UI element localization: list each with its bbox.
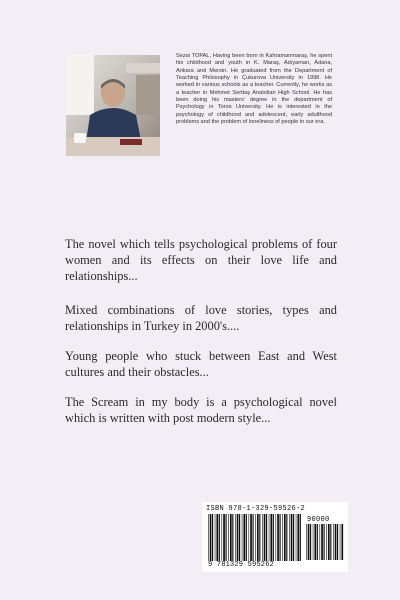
barcode-bar bbox=[310, 524, 311, 560]
isbn-barcode bbox=[202, 502, 348, 572]
barcode-bar bbox=[216, 514, 218, 561]
barcode-bar bbox=[215, 514, 216, 561]
barcode-bar bbox=[317, 524, 318, 560]
barcode-bar bbox=[276, 514, 277, 561]
barcode-bar bbox=[212, 514, 213, 561]
barcode-bar bbox=[289, 514, 290, 561]
barcode-bar bbox=[232, 514, 233, 561]
barcode-bar bbox=[210, 514, 212, 561]
barcode-bar bbox=[228, 514, 229, 561]
blurb-paragraph: The Scream in my body is a psychological novel which is written with post modern style... bbox=[65, 395, 337, 425]
barcode-bar bbox=[237, 514, 239, 561]
barcode-bar bbox=[320, 524, 321, 560]
blurb-paragraph: Young people who stuck between East and West cultures and their obstacles... bbox=[65, 349, 337, 379]
price-code: 90000 bbox=[307, 516, 330, 524]
barcode-bar bbox=[235, 514, 236, 561]
barcode-bar bbox=[246, 514, 247, 561]
barcode-bar bbox=[335, 524, 337, 560]
barcode-bar bbox=[300, 514, 301, 561]
barcode-bar bbox=[262, 514, 263, 561]
barcode-bar bbox=[337, 524, 338, 560]
author-bio: Sezai TOPAL, Having been born in Kahramanmaraş, he spent his childhood and youth in K. Maraş, Adıyaman, Adana, Ankara and Mersin. He graduated from the Department of Teaching Philosophy in Çukurova University in 1998. He worked in various schools as a teacher. Currently, he works as a teacher in Mehmet Serttaş Anatolian High School. He has been doing his masters' degree in the department of Psychology in Toros University. He is interested in the psychology of childhood and adolescent, early adulthood problems and the problem of loneliness of people in our era. bbox=[176, 53, 332, 126]
barcode-bar bbox=[269, 514, 270, 561]
barcode-bar bbox=[208, 514, 209, 561]
isbn-label: ISBN 978-1-329-59526-2 bbox=[206, 505, 306, 513]
barcode-bar bbox=[286, 514, 287, 561]
barcode-bar bbox=[321, 524, 323, 560]
barcode-bar bbox=[280, 514, 281, 561]
barcode-bar bbox=[253, 514, 254, 561]
ean-barcode-bars bbox=[208, 514, 302, 561]
barcode-bar bbox=[219, 514, 220, 561]
barcode-bar bbox=[255, 514, 256, 561]
blurb-paragraph: Mixed combinations of love stories, types and relationships in Turkey in 2000's.... bbox=[65, 303, 337, 333]
addon-barcode-bars bbox=[306, 524, 344, 560]
barcode-bar bbox=[314, 524, 316, 560]
barcode-bar bbox=[284, 514, 286, 561]
barcode-bar bbox=[264, 514, 266, 561]
barcode-bar bbox=[313, 524, 314, 560]
barcode-bar bbox=[293, 514, 294, 561]
barcode-bar bbox=[222, 514, 223, 561]
barcode-bar bbox=[277, 514, 279, 561]
barcode-bar bbox=[308, 524, 310, 560]
barcode-bar bbox=[259, 514, 260, 561]
barcode-bar bbox=[282, 514, 283, 561]
blurb-paragraph: The novel which tells psychological problems of four women and its effects on their love life and relationships... bbox=[65, 237, 337, 283]
barcode-bar bbox=[239, 514, 240, 561]
barcode-bar bbox=[341, 524, 343, 560]
barcode-bar bbox=[273, 514, 274, 561]
barcode-bar bbox=[249, 514, 250, 561]
barcode-bar bbox=[223, 514, 225, 561]
barcode-bar bbox=[250, 514, 252, 561]
barcode-bar bbox=[242, 514, 243, 561]
author-photo-image bbox=[66, 55, 160, 156]
barcode-bar bbox=[296, 514, 297, 561]
barcode-bar bbox=[328, 524, 330, 560]
barcode-bar bbox=[291, 514, 293, 561]
blurb bbox=[65, 236, 337, 440]
barcode-bar bbox=[340, 524, 341, 560]
barcode-bar bbox=[226, 514, 227, 561]
barcode-bar bbox=[266, 514, 267, 561]
barcode-bar bbox=[330, 524, 331, 560]
author-photo bbox=[66, 55, 160, 156]
barcode-bar bbox=[270, 514, 272, 561]
barcode-bar bbox=[333, 524, 334, 560]
barcode-bar bbox=[243, 514, 245, 561]
barcode-bar bbox=[257, 514, 259, 561]
ean-digits: 9 781329 595262 bbox=[208, 561, 275, 569]
barcode-bar bbox=[297, 514, 299, 561]
barcode-bar bbox=[324, 524, 325, 560]
barcode-bar bbox=[326, 524, 327, 560]
barcode-bar bbox=[230, 514, 232, 561]
barcode-bar bbox=[306, 524, 307, 560]
